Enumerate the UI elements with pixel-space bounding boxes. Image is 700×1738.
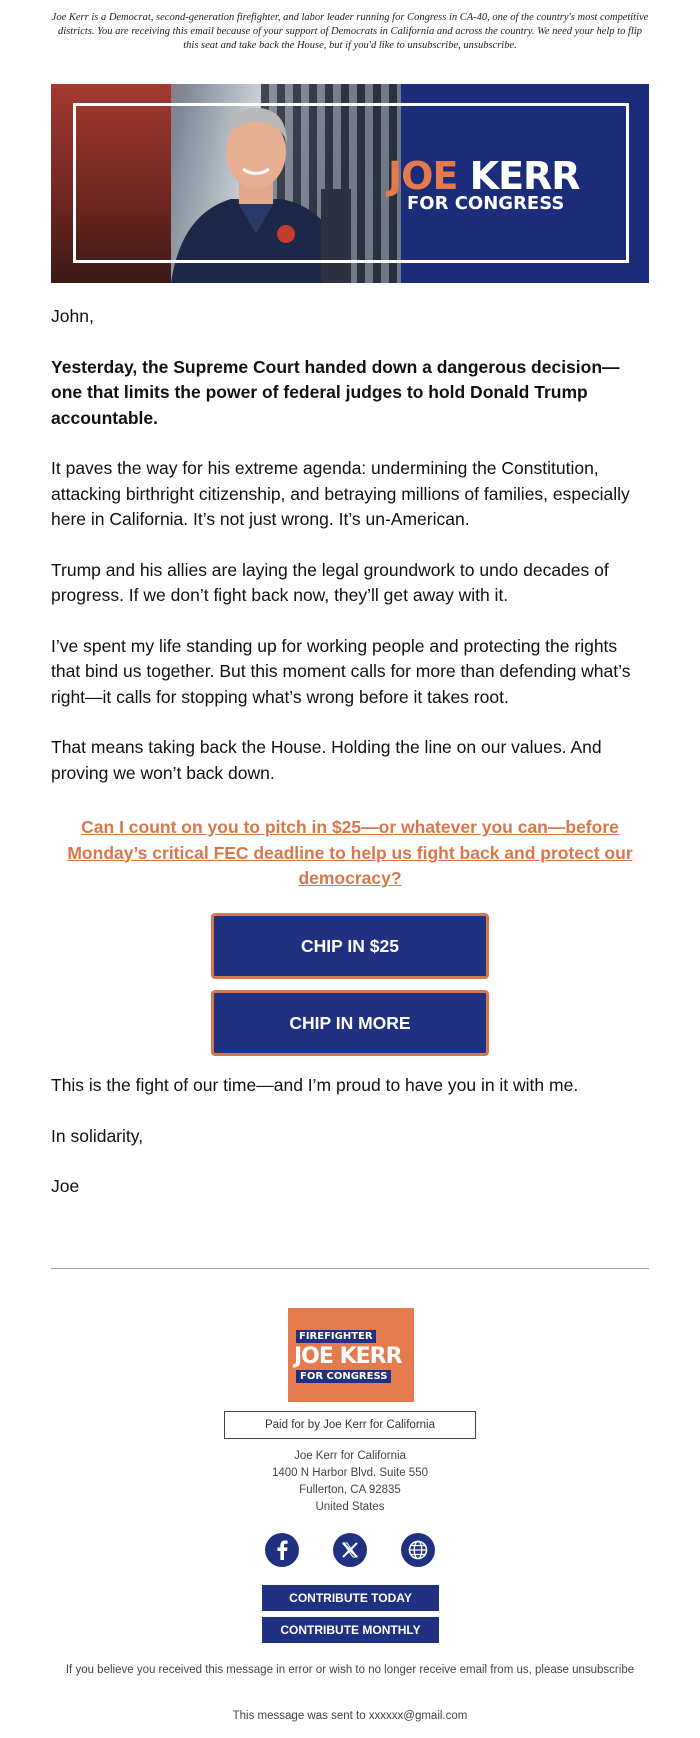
globe-icon[interactable] [401,1533,435,1567]
globe-glyph [408,1540,428,1560]
sent-to-notice: This message was sent to xxxxxx@gmail.com [232,1710,468,1722]
address-line: 1400 N Harbor Blvd. Suite 550 [272,1467,428,1479]
preheader-text: Joe Kerr is a Democrat, second-generation firefighter, and labor leader running for Congress in CA-40, one of the country's most competitive districts. You are receiving this email because of your support of Democrats in California and across the country. We need your help to flip this seat and take back the House, but if you'd like to unsubscribe, unsubscribe. [51,12,649,51]
footer-logo-main: JOE KERR [294,1344,402,1369]
signature-name: Joe [51,1176,80,1196]
footer-logo [288,1308,414,1402]
x-icon[interactable] [333,1533,367,1567]
footer-divider [51,1268,649,1269]
closing-line: This is the fight of our time—and I’m proud to have you in it with me. [51,1075,579,1095]
facebook-glyph [274,1540,290,1560]
contribute-monthly-button[interactable]: CONTRIBUTE MONTHLY [262,1617,439,1643]
banner-logo-subtitle: FOR CONGRESS [407,193,565,214]
paragraph-2: Trump and his allies are laying the legal groundwork to undo decades of progress. If we don’t fight back now, they’ll get away with it. [51,559,609,605]
chip-in-more-button[interactable]: CHIP IN MORE [211,990,489,1056]
mailing-address [51,1448,649,1516]
x-glyph [341,1541,359,1559]
footer-logo-bottom: FOR CONGRESS [296,1370,391,1383]
header-banner [51,84,649,283]
email-body [51,304,649,811]
paid-for-disclaimer: Paid for by Joe Kerr for California [224,1411,476,1439]
facebook-icon[interactable] [265,1533,299,1567]
banner-logo-kerr: KERR [457,154,580,198]
paragraph-4: That means taking back the House. Holding the line on our values. And proving we won’t back down. [51,737,602,783]
closing-section [51,1073,649,1225]
unsubscribe-disclaimer[interactable]: If you believe you received this message in error or wish to no longer receive email from us, please unsubscribe [65,1664,635,1676]
paragraph-3: I’ve spent my life standing up for working people and protecting the rights that bind us together. But this moment calls for more than defending what’s right—it calls for stopping what’s wrong before it takes root. [51,635,631,707]
donate-link[interactable]: Can I count on you to pitch in $25—or whatever you can—before Monday’s critical FEC deadline to help us fight back and protect our democracy? [67,817,633,888]
contribute-today-button[interactable]: CONTRIBUTE TODAY [262,1585,439,1611]
address-line: Fullerton, CA 92835 [299,1484,401,1496]
banner-logo-joe: JOE [388,154,458,198]
lead-paragraph: Yesterday, the Supreme Court handed down a dangerous decision—one that limits the power of federal judges to hold Donald Trump accountable. [51,356,620,428]
address-line: United States [315,1501,385,1513]
signoff: In solidarity, [51,1125,144,1146]
footer-logo-top: FIREFIGHTER [296,1330,376,1343]
greeting: John, [51,306,94,326]
address-line: Joe Kerr for California [294,1450,406,1462]
chip-in-25-button[interactable]: CHIP IN $25 [211,913,489,979]
paragraph-1: It paves the way for his extreme agenda: undermining the Constitution, attacking birthright citizenship, and betraying millions of families, especially here in California. It’s not just wrong. It’s un-American. [51,458,630,529]
banner-logo-name [388,154,580,198]
